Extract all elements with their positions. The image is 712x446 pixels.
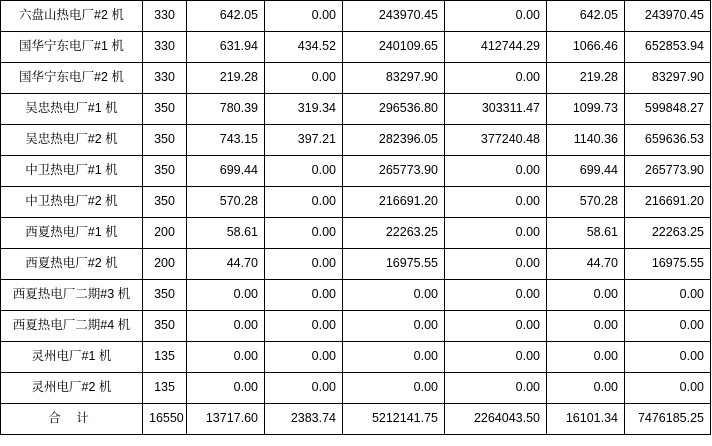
cell-value-3: 265773.90: [343, 156, 445, 187]
cell-value-6: 83297.90: [625, 63, 711, 94]
cell-value-6: 0.00: [625, 373, 711, 404]
table-row: [1, 32, 711, 63]
cell-unit-name: 中卫热电厂#2 机: [1, 187, 143, 218]
cell-value-3: 216691.20: [343, 187, 445, 218]
cell-value-2: 397.21: [265, 125, 343, 156]
cell-value-5: 44.70: [547, 249, 625, 280]
cell-value-3: 0.00: [343, 311, 445, 342]
cell-value-5: 0.00: [547, 373, 625, 404]
cell-value-4: 412744.29: [445, 32, 547, 63]
cell-unit-name: 六盘山热电厂#2 机: [1, 1, 143, 32]
total-value-3: 5212141.75: [343, 404, 445, 435]
cell-value-4: 303311.47: [445, 94, 547, 125]
cell-value-4: 377240.48: [445, 125, 547, 156]
total-value-4: 2264043.50: [445, 404, 547, 435]
cell-value-2: 0.00: [265, 280, 343, 311]
cell-value-3: 0.00: [343, 342, 445, 373]
cell-value-2: 319.34: [265, 94, 343, 125]
cell-value-3: 240109.65: [343, 32, 445, 63]
cell-value-4: 0.00: [445, 342, 547, 373]
table-row: [1, 218, 711, 249]
cell-value-5: 570.28: [547, 187, 625, 218]
cell-capacity: 350: [143, 94, 187, 125]
total-value-1: 13717.60: [187, 404, 265, 435]
cell-value-3: 243970.45: [343, 1, 445, 32]
cell-value-5: 58.61: [547, 218, 625, 249]
cell-unit-name: 西夏热电厂二期#3 机: [1, 280, 143, 311]
cell-value-1: 58.61: [187, 218, 265, 249]
cell-value-4: 0.00: [445, 187, 547, 218]
cell-value-2: 434.52: [265, 32, 343, 63]
cell-value-6: 0.00: [625, 342, 711, 373]
total-label: 合 计: [1, 404, 143, 435]
table-row: [1, 156, 711, 187]
cell-unit-name: 灵州电厂#1 机: [1, 342, 143, 373]
cell-value-4: 0.00: [445, 1, 547, 32]
cell-value-2: 0.00: [265, 342, 343, 373]
cell-value-4: 0.00: [445, 218, 547, 249]
cell-value-6: 0.00: [625, 280, 711, 311]
cell-value-2: 0.00: [265, 373, 343, 404]
cell-value-4: 0.00: [445, 63, 547, 94]
table-row: [1, 94, 711, 125]
cell-value-1: 780.39: [187, 94, 265, 125]
cell-value-3: 282396.05: [343, 125, 445, 156]
cell-value-6: 16975.55: [625, 249, 711, 280]
cell-value-5: 1099.73: [547, 94, 625, 125]
cell-capacity: 200: [143, 249, 187, 280]
cell-value-6: 22263.25: [625, 218, 711, 249]
cell-value-6: 216691.20: [625, 187, 711, 218]
table-row: [1, 311, 711, 342]
cell-value-3: 0.00: [343, 280, 445, 311]
cell-value-5: 0.00: [547, 342, 625, 373]
cell-capacity: 330: [143, 63, 187, 94]
cell-value-3: 296536.80: [343, 94, 445, 125]
total-value-6: 7476185.25: [625, 404, 711, 435]
cell-unit-name: 国华宁东电厂#1 机: [1, 32, 143, 63]
table-row: [1, 280, 711, 311]
cell-value-5: 0.00: [547, 311, 625, 342]
cell-value-6: 652853.94: [625, 32, 711, 63]
cell-value-3: 22263.25: [343, 218, 445, 249]
cell-value-2: 0.00: [265, 218, 343, 249]
table-row: [1, 63, 711, 94]
cell-value-1: 0.00: [187, 311, 265, 342]
cell-value-4: 0.00: [445, 156, 547, 187]
cell-value-1: 631.94: [187, 32, 265, 63]
table-row: [1, 125, 711, 156]
table-row: [1, 1, 711, 32]
table-row: [1, 187, 711, 218]
cell-capacity: 330: [143, 32, 187, 63]
cell-capacity: 350: [143, 156, 187, 187]
table-row: [1, 249, 711, 280]
cell-value-3: 16975.55: [343, 249, 445, 280]
cell-value-3: 83297.90: [343, 63, 445, 94]
total-value-5: 16101.34: [547, 404, 625, 435]
table-row: [1, 373, 711, 404]
cell-unit-name: 西夏热电厂#1 机: [1, 218, 143, 249]
cell-capacity: 200: [143, 218, 187, 249]
cell-value-6: 265773.90: [625, 156, 711, 187]
cell-value-4: 0.00: [445, 373, 547, 404]
cell-capacity: 350: [143, 125, 187, 156]
cell-unit-name: 灵州电厂#2 机: [1, 373, 143, 404]
cell-value-1: 699.44: [187, 156, 265, 187]
cell-unit-name: 西夏热电厂#2 机: [1, 249, 143, 280]
cell-value-1: 44.70: [187, 249, 265, 280]
cell-value-1: 0.00: [187, 280, 265, 311]
cell-value-3: 0.00: [343, 373, 445, 404]
cell-value-2: 0.00: [265, 249, 343, 280]
cell-value-4: 0.00: [445, 280, 547, 311]
cell-capacity: 330: [143, 1, 187, 32]
cell-value-1: 743.15: [187, 125, 265, 156]
cell-value-6: 0.00: [625, 311, 711, 342]
cell-unit-name: 吴忠热电厂#2 机: [1, 125, 143, 156]
cell-unit-name: 吴忠热电厂#1 机: [1, 94, 143, 125]
cell-value-4: 0.00: [445, 311, 547, 342]
table-row: [1, 342, 711, 373]
cell-value-6: 243970.45: [625, 1, 711, 32]
cell-capacity: 135: [143, 373, 187, 404]
cell-value-2: 0.00: [265, 1, 343, 32]
cell-value-5: 699.44: [547, 156, 625, 187]
cell-unit-name: 中卫热电厂#1 机: [1, 156, 143, 187]
cell-value-4: 0.00: [445, 249, 547, 280]
cell-value-2: 0.00: [265, 63, 343, 94]
cell-value-2: 0.00: [265, 311, 343, 342]
cell-value-2: 0.00: [265, 187, 343, 218]
cell-value-5: 219.28: [547, 63, 625, 94]
cell-value-1: 0.00: [187, 373, 265, 404]
cell-value-6: 599848.27: [625, 94, 711, 125]
cell-capacity: 350: [143, 311, 187, 342]
cell-value-2: 0.00: [265, 156, 343, 187]
cell-value-1: 570.28: [187, 187, 265, 218]
cell-unit-name: 国华宁东电厂#2 机: [1, 63, 143, 94]
cell-value-1: 642.05: [187, 1, 265, 32]
cell-value-6: 659636.53: [625, 125, 711, 156]
cell-capacity: 135: [143, 342, 187, 373]
table-body: [1, 1, 711, 435]
table-total-row: [1, 404, 711, 435]
total-capacity: 16550: [143, 404, 187, 435]
cell-value-5: 1140.36: [547, 125, 625, 156]
cell-value-5: 0.00: [547, 280, 625, 311]
cell-unit-name: 西夏热电厂二期#4 机: [1, 311, 143, 342]
cell-capacity: 350: [143, 187, 187, 218]
cell-value-5: 1066.46: [547, 32, 625, 63]
cell-value-5: 642.05: [547, 1, 625, 32]
cell-capacity: 350: [143, 280, 187, 311]
total-value-2: 2383.74: [265, 404, 343, 435]
cell-value-1: 0.00: [187, 342, 265, 373]
cell-value-1: 219.28: [187, 63, 265, 94]
